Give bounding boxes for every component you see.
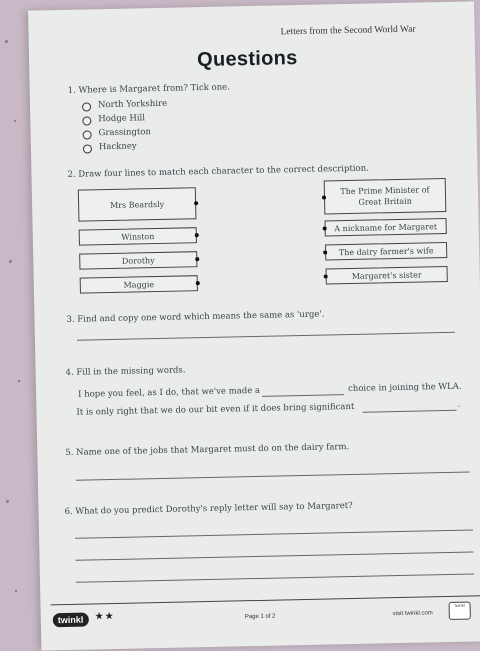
background-speck [6,500,9,503]
question-1-prompt: 1. Where is Margaret from? Tick one. [67,82,230,96]
sentence-2-end: . [457,399,461,410]
twinkl-logo: twinkl [53,613,89,628]
badge-label: twinkl [454,602,465,608]
background-speck [5,40,8,43]
question-5-prompt: 5. Name one of the jobs that Margaret must do on the dairy farm. [65,442,350,458]
quality-badge-icon [449,602,471,620]
radio-option-4[interactable] [83,144,92,153]
character-box[interactable]: Dorothy [79,251,197,269]
fill-in-blank-2[interactable] [363,410,457,413]
question-6-prompt: 6. What do you predict Dorothy's reply letter will say to Margaret? [64,500,353,518]
character-box[interactable]: Mrs Beardsly [78,187,197,221]
radio-option-2[interactable] [82,116,91,125]
answer-line[interactable] [76,551,474,560]
answer-line[interactable] [75,529,473,538]
option-label: Grassington [98,127,152,139]
match-dot[interactable] [195,257,199,261]
background-speck [9,260,12,263]
background-speck [18,380,20,382]
option-label: North Yorkshire [97,98,168,111]
sentence-2-start: It is only right that we do our bit even if it does bring significant [76,401,355,418]
radio-option-1[interactable] [82,102,91,111]
question-4-prompt: 4. Fill in the missing words. [65,365,186,378]
description-box[interactable]: The Prime Minister of Great Britain [324,178,447,215]
description-box[interactable]: A nickname for Margaret [325,218,447,237]
fill-in-blank-1[interactable] [262,394,344,397]
description-box[interactable]: Margaret's sister [326,266,448,285]
match-dot[interactable] [195,233,199,237]
website-link: visit twinkl.com [392,610,433,618]
footer-divider [50,595,480,605]
description-box[interactable]: The dairy farmer's wife [325,242,447,261]
page-title: Questions [196,47,298,72]
option-label: Hackney [98,141,137,153]
series-title: Letters from the Second World War [280,24,416,38]
sentence-1-start: I hope you feel, as I do, that we've made a [77,385,261,400]
match-dot[interactable] [196,281,200,285]
background-speck [15,590,17,592]
question-3-prompt: 3. Find and copy one word which means the same as 'urge'. [66,309,325,325]
answer-line[interactable] [77,332,455,341]
answer-line[interactable] [76,573,474,582]
worksheet-page [28,1,480,650]
sentence-1-end: choice in joining the WLA. [347,381,462,395]
question-2-prompt: 2. Draw four lines to match each character to the correct description. [67,163,369,180]
page-number: Page 1 of 2 [244,613,276,621]
answer-line[interactable] [76,472,470,481]
difficulty-stars: ★★ [94,610,115,623]
character-box[interactable]: Winston [79,227,197,245]
radio-option-3[interactable] [83,130,92,139]
match-dot[interactable] [194,201,198,205]
background-speck [14,120,16,122]
match-dot[interactable] [323,226,327,230]
character-box[interactable]: Maggie [80,275,198,293]
option-label: Hodge Hill [98,113,146,125]
match-dot[interactable] [323,250,327,254]
